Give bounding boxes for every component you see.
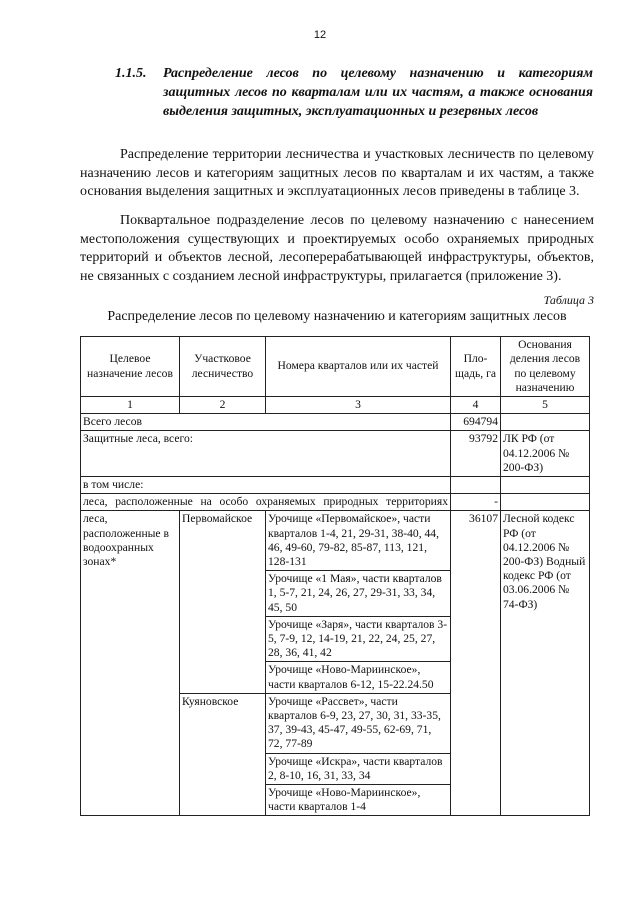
table-header-row — [81, 337, 590, 397]
header-cell: Основания деления лесов по целевому назначению — [501, 337, 590, 397]
quarter-cell: Урочище «Ново-Мариинское», части кварталов 1-4 — [266, 785, 451, 816]
column-number: 5 — [501, 397, 590, 414]
forest-distribution-table — [80, 336, 590, 816]
table-row — [81, 494, 590, 511]
column-number-row — [81, 397, 590, 414]
water-label: леса, расположенные в водоохранных зонах* — [81, 511, 180, 816]
district-name: Первомайское — [180, 511, 266, 693]
water-area: 36107 — [451, 511, 501, 816]
quarter-cell: Урочище «Ново-Мариинское», части кварталов 6-12, 15-22.24.50 — [266, 662, 451, 693]
protective-basis: ЛК РФ (от 04.12.2006 № 200-ФЗ) — [501, 431, 590, 477]
quarter-cell: Урочище «Заря», части кварталов 3-5, 7-9, 12, 14-19, 21, 22, 24, 25, 27, 28, 36, 41, 42 — [266, 616, 451, 662]
section-title: Распределение лесов по целевому назначению и категориям защитных лесов по кварталам или их частям, а также основания выделения защитных, эксплуатационных и резервных лесов — [163, 66, 593, 119]
quarter-cell: Урочище «Искра», части кварталов 2, 8-10, 16, 31, 33, 34 — [266, 753, 451, 784]
oopt-label: леса, расположенные на особо охраняемых природных территориях — [81, 494, 451, 511]
column-number: 3 — [266, 397, 451, 414]
water-basis: Лесной кодекс РФ (от 04.12.2006 № 200-ФЗ) Водный кодекс РФ (от 03.06.2006 № 74-ФЗ) — [501, 511, 590, 816]
including-label: в том числе: — [81, 477, 451, 494]
protective-area: 93792 — [451, 431, 501, 477]
table-row — [81, 414, 590, 431]
header-cell: Номера кварталов или их частей — [266, 337, 451, 397]
column-number: 1 — [81, 397, 180, 414]
protective-label: Защитные леса, всего: — [81, 431, 451, 477]
table-row — [81, 511, 590, 571]
quarter-cell: Урочище «1 Мая», части кварталов 1, 5-7, 21, 24, 26, 27, 29-31, 33, 34, 45, 50 — [266, 571, 451, 617]
table-row — [81, 431, 590, 477]
header-cell: Пло-щадь, га — [451, 337, 501, 397]
paragraph: Поквартальное подразделение лесов по целевому назначению с нанесением местоположения существующих и проектируемых особо охраняемых природных территорий и объектов лесной, лесоперерабатывающей инфраструктуры, объектов, не связанных с созданием лесной инфраструктуры, прилагается (приложение 3). — [80, 213, 594, 284]
table-label: Таблица 3 — [543, 293, 594, 307]
column-number: 2 — [180, 397, 266, 414]
oopt-area: - — [451, 494, 501, 511]
header-cell: Целевое назначение лесов — [81, 337, 180, 397]
paragraph: Распределение территории лесничества и участковых лесничеств по целевому назначению лесов и категориям защитных лесов по кварталам и их частям, а также основания выделения защитных и эксплуатационных лесов приведены в таблице 3. — [80, 147, 594, 199]
page-number: 12 — [313, 29, 327, 41]
section-number: 1.1.5. — [115, 66, 147, 81]
table-caption: Распределение лесов по целевому назначению и категориям защитных лесов — [107, 309, 567, 324]
quarter-cell: Урочище «Первомайское», части кварталов 1-4, 21, 29-31, 38-40, 44, 46, 49-60, 79-82, 85-87, 113, 121, 128-131 — [266, 511, 451, 571]
header-cell: Участковое лесничество — [180, 337, 266, 397]
section-heading — [115, 64, 593, 121]
quarter-cell: Урочище «Рассвет», части кварталов 6-9, 23, 27, 30, 31, 33-35, 37, 39-43, 45-47, 49-55, 62-69, 71, 72, 77-89 — [266, 693, 451, 753]
total-label: Всего лесов — [81, 414, 451, 431]
table-row — [81, 477, 590, 494]
total-area: 694794 — [451, 414, 501, 431]
column-number: 4 — [451, 397, 501, 414]
district-name: Куяновское — [180, 693, 266, 816]
